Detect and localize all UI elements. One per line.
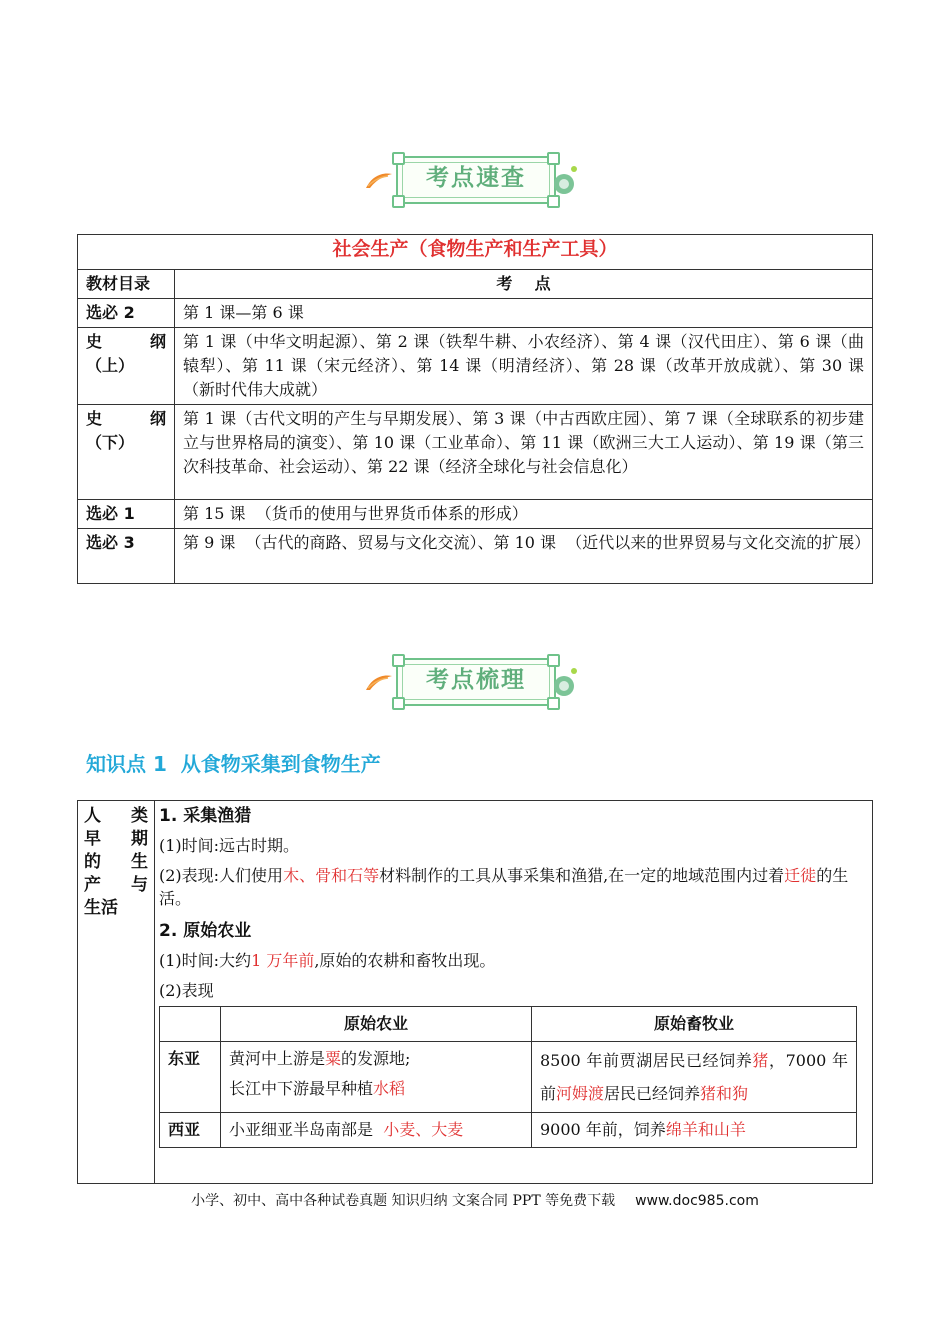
region-label: 西亚 xyxy=(160,1113,221,1148)
banner-title: 考点速查 xyxy=(426,165,526,191)
book-content: 第 1 课—第 6 课 xyxy=(175,299,873,328)
knowledge-table xyxy=(77,800,873,1184)
curriculum-table xyxy=(77,234,873,584)
book-content: 第 1 课（古代文明的产生与早期发展）、第 3 课（中古西欧庄园）、第 7 课（全球联系的初步建立与世界格局的演变）、第 10 课（工业革命）、第 11 课（欧洲三大工人运动）、第 19 课（第三次科技革命、社会运动）、第 22 课（经济全球化与社会信息化） xyxy=(175,405,873,500)
book-content: 第 15 课 （货币的使用与世界货币体系的形成） xyxy=(175,500,873,529)
banner-kaodian-suzha xyxy=(362,152,584,208)
header-herding: 原始畜牧业 xyxy=(532,1007,857,1042)
subsection-title: 1. 采集渔猎 xyxy=(159,806,252,826)
agri-cell: 小亚细亚半岛南部是 小麦、大麦 xyxy=(221,1113,532,1148)
table-row xyxy=(160,1042,857,1113)
book-name: 史纲 （上） xyxy=(78,328,175,405)
book-name: 选必 2 xyxy=(78,299,175,328)
table-row xyxy=(160,1113,857,1148)
table-row xyxy=(78,529,873,584)
banner-title: 考点梳理 xyxy=(426,667,526,693)
table-row xyxy=(78,328,873,405)
book-name: 史纲 （下） xyxy=(78,405,175,500)
agriculture-table xyxy=(159,1006,857,1148)
herd-cell: 9000 年前，饲养绵羊和山羊 xyxy=(532,1113,857,1148)
book-content: 第 1 课（中华文明起源）、第 2 课（铁犁牛耕、小农经济）、第 4 课（汉代田庄）、第 6 课（曲辕犁）、第 11 课（宋元经济）、第 14 课（明清经济）、第 28 课（改革开放成就）、第 30 课（新时代伟大成就） xyxy=(175,328,873,405)
subsection-title: 2. 原始农业 xyxy=(159,921,252,941)
book-name: 选必 3 xyxy=(78,529,175,584)
agri-cell: 黄河中上游是粟的发源地; 长江中下游最早种植水稻 xyxy=(221,1042,532,1113)
banner-kaodian-shuli xyxy=(362,654,584,710)
page-footer xyxy=(0,1190,950,1210)
orb-icon xyxy=(552,666,580,698)
paragraph: (2)表现:人们使用木、骨和石等材料制作的工具从事采集和渔猎,在一定的地域范围内过着迁徙的生活。 xyxy=(159,866,849,908)
paragraph: (1)时间:大约1 万年前,原始的农耕和畜牧出现。 xyxy=(159,951,496,970)
leaf-icon xyxy=(364,170,394,190)
header-points: 考 点 xyxy=(175,270,873,299)
table-title: 社会生产（食物生产和生产工具） xyxy=(78,235,873,270)
leaf-icon xyxy=(364,672,394,692)
book-name: 选必 1 xyxy=(78,500,175,529)
paragraph: (2)表现 xyxy=(159,981,214,1000)
region-label: 东亚 xyxy=(160,1042,221,1113)
header-book: 教材目录 xyxy=(78,270,175,299)
orb-icon xyxy=(552,164,580,196)
footer-text: 小学、初中、高中各种试卷真题 知识归纳 文案合同 PPT 等免费下载 xyxy=(191,1193,616,1209)
herd-cell: 8500 年前贾湖居民已经饲养猪，7000 年前河姆渡居民已经饲养猪和狗 xyxy=(532,1042,857,1113)
book-content: 第 9 课 （古代的商路、贸易与文化交流）、第 10 课 （近代以来的世界贸易与文化交流的扩展） xyxy=(175,529,873,584)
content-cell xyxy=(155,801,873,1184)
table-row xyxy=(78,500,873,529)
table-row xyxy=(78,405,873,500)
header-agriculture: 原始农业 xyxy=(221,1007,532,1042)
table-row xyxy=(78,299,873,328)
paragraph: (1)时间:远古时期。 xyxy=(159,836,300,855)
section-heading: 知识点 1 从食物采集到食物生产 xyxy=(86,752,381,776)
footer-url[interactable]: www.doc985.com xyxy=(635,1193,759,1209)
side-label: 人类 早期 的生 产与 生活 xyxy=(78,801,155,1184)
